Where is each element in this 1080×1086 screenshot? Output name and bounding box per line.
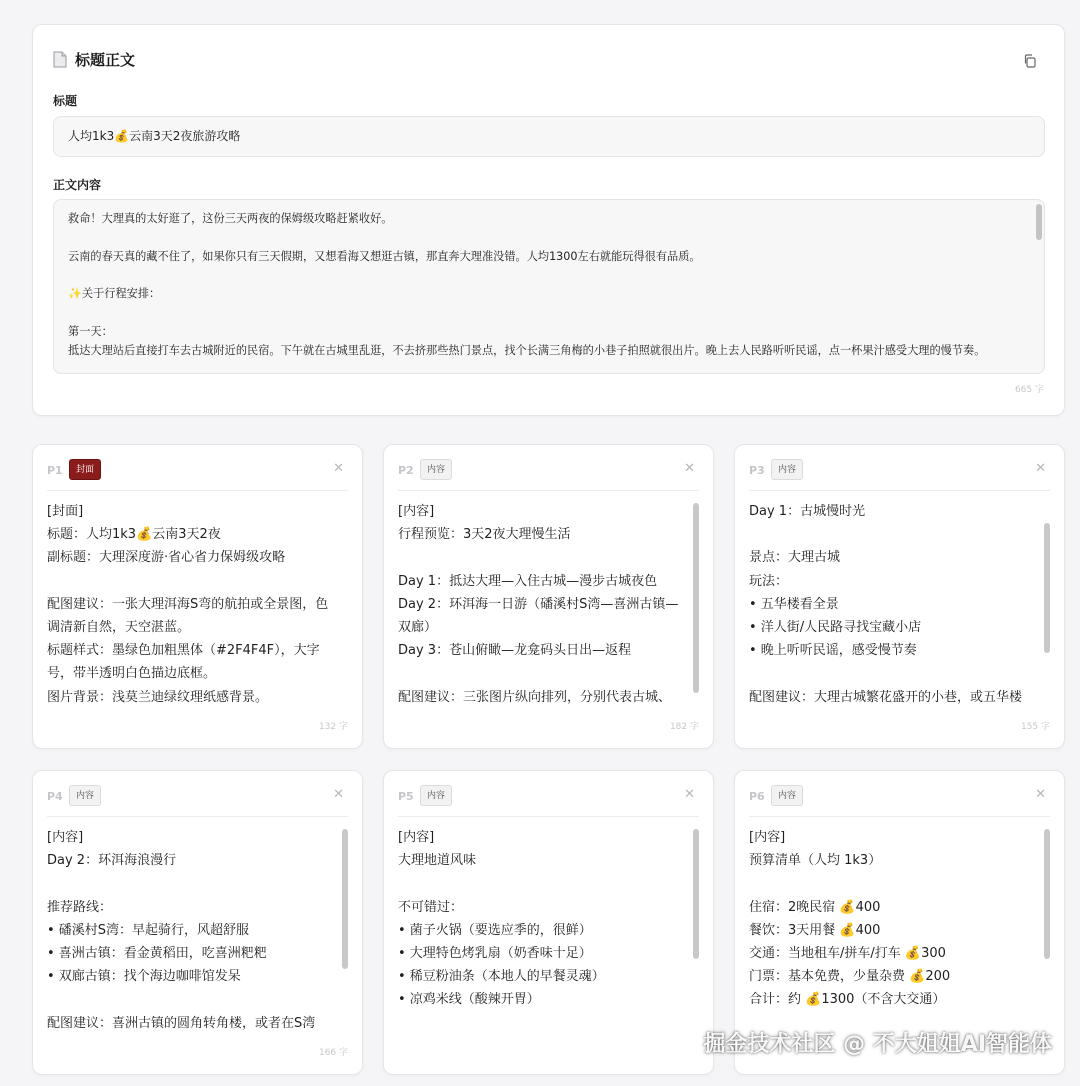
- page-type-badge: 内容: [771, 785, 803, 806]
- panel-header: [53, 49, 135, 70]
- page-line: 副标题：大理深度游·省心省力保姆级攻略: [47, 550, 286, 566]
- page-content[interactable]: [398, 500, 690, 717]
- page-type-badge: 封面: [69, 459, 101, 480]
- copy-icon[interactable]: [1022, 53, 1038, 69]
- page-line: 配图建议：喜洲古镇的圆角转角楼，或者在S湾: [47, 1015, 316, 1031]
- page-card-4[interactable]: [32, 770, 363, 1075]
- content-line: [68, 266, 1014, 285]
- page-number: P3: [749, 464, 765, 477]
- page-line: 住宿：2晚民宿 💰400: [749, 899, 881, 915]
- page-line: [47, 872, 339, 895]
- page-char-count: 155 字: [1020, 722, 1050, 732]
- page-line: Day 1：抵达大理—入住古城—漫步古城夜色: [398, 573, 658, 589]
- content-char-count: 665 字: [1014, 385, 1044, 395]
- panel-title: 标题正文: [75, 51, 136, 69]
- page-line: • 凉鸡米线（酸辣开胃）: [398, 992, 540, 1008]
- page-scrollbar[interactable]: [1044, 503, 1050, 715]
- page-line: 大理地道风味: [398, 853, 477, 869]
- page-line: [749, 523, 1041, 546]
- page-line: • 磻溪村S湾：早起骑行，风超舒服: [47, 922, 250, 938]
- page-line: [749, 872, 1041, 895]
- content-line: 第一天：: [68, 324, 113, 338]
- page-line: [内容]: [47, 830, 84, 845]
- title-field-label: 标题: [53, 94, 78, 108]
- scrollbar-thumb[interactable]: [1044, 523, 1050, 653]
- content-line: 云南的春天真的藏不住了，如果你只有三天假期，又想看海又想逛古镇，那直奔大理准没错。人均1300左右就能玩得很有品质。: [68, 249, 701, 263]
- scrollbar-thumb[interactable]: [693, 503, 699, 693]
- content-line: 抵达大理站后直接打车去古城附近的民宿。下午就在古城里乱逛，不去挤那些热门景点，找个长满三角梅的小巷子拍照就很出片。晚上去人民路听听民谣，点一杯果汁感受大理的慢节奏。: [68, 343, 986, 357]
- scrollbar-thumb[interactable]: [1044, 829, 1050, 959]
- page-line: • 五华楼看全景: [749, 596, 839, 612]
- page-content[interactable]: [749, 826, 1041, 1043]
- content-line: 救命！大理真的太好逛了，这份三天两夜的保姆级攻略赶紧收好。: [68, 212, 393, 225]
- page-line: [47, 570, 339, 593]
- page-line: • 双廊古镇：找个海边咖啡馆发呆: [47, 969, 241, 985]
- page-line: [749, 662, 1041, 685]
- page-line: [内容]: [398, 504, 435, 519]
- watermark: 掘金技术社区 @ 不大姐姐AI智能体: [703, 1032, 1052, 1057]
- page-scrollbar[interactable]: [1044, 829, 1050, 1041]
- page-line: 配图建议：三张图片纵向排列，分别代表古城、: [398, 689, 672, 705]
- page-content[interactable]: [398, 826, 690, 1043]
- page-card-2[interactable]: [383, 444, 714, 749]
- page-number: P6: [749, 790, 765, 803]
- page-line: Day 3：苍山俯瞰—龙龛码头日出—返程: [398, 643, 632, 659]
- page-content[interactable]: [749, 500, 1041, 717]
- title-input[interactable]: 人均1k3💰云南3天2夜旅游攻略: [53, 116, 1045, 157]
- page-line: • 喜洲古镇：看金黄稻田，吃喜洲粑粑: [47, 946, 267, 962]
- content-field-label: 正文内容: [53, 178, 102, 192]
- page-char-count: 132 字: [318, 722, 348, 732]
- page-line: Day 2：环洱海一日游（磻溪村S湾—喜洲古镇—双廊）: [398, 596, 679, 636]
- page-char-count: 166 字: [318, 1048, 348, 1058]
- content-line: ✨关于行程安排：: [68, 287, 161, 301]
- title-body-panel: [32, 24, 1065, 416]
- page-line: Day 2：环洱海浪漫行: [47, 853, 177, 869]
- page-content[interactable]: [47, 826, 339, 1043]
- close-icon[interactable]: ✕: [333, 461, 344, 476]
- page-line: [内容]: [398, 830, 435, 845]
- page-line: • 洋人街/人民路寻找宝藏小店: [749, 620, 922, 636]
- page-line: 景点：大理古城: [749, 550, 841, 566]
- page-number: P5: [398, 790, 414, 803]
- page-line: 餐饮：3天用餐 💰400: [749, 922, 881, 938]
- page-line: 标题：人均1k3💰云南3天2夜: [47, 527, 221, 543]
- page-type-badge: 内容: [771, 459, 803, 480]
- page-char-count: 182 字: [669, 722, 699, 732]
- page-scrollbar[interactable]: [693, 829, 699, 1041]
- page-line: [内容]: [749, 830, 786, 845]
- page-line: 预算清单（人均 1k3）: [749, 853, 882, 869]
- page-line: 门票：基本免费，少量杂费 💰200: [749, 969, 951, 985]
- page-line: [398, 872, 690, 895]
- page-line: 玩法：: [749, 573, 789, 589]
- page-line: 交通：当地租车/拼车/打车 💰300: [749, 946, 946, 962]
- page-line: 配图建议：一张大理洱海S弯的航拍或全景图，色调清新自然，天空湛蓝。: [47, 596, 329, 636]
- page-card-1[interactable]: [32, 444, 363, 749]
- page-line: 推荐路线：: [47, 899, 113, 915]
- page-line: • 菌子火锅（要选应季的，很鲜）: [398, 922, 592, 938]
- page-line: 配图建议：大理古城繁花盛开的小巷，或五华楼: [749, 689, 1023, 705]
- page-line: [398, 546, 690, 569]
- content-textarea[interactable]: [53, 199, 1045, 374]
- document-icon: [53, 51, 67, 68]
- content-line: [68, 229, 1014, 248]
- page-line: • 稀豆粉油条（本地人的早餐灵魂）: [398, 969, 605, 985]
- page-type-badge: 内容: [420, 459, 452, 480]
- page-card-5[interactable]: [383, 770, 714, 1075]
- page-number: P1: [47, 464, 63, 477]
- page-line: 标题样式：墨绿色加粗黑体（#2F4F4F），大字号，带半透明白色描边底框。: [47, 643, 320, 682]
- scrollbar-thumb[interactable]: [1036, 204, 1042, 240]
- page-line: Day 1：古城慢时光: [749, 504, 866, 519]
- content-scrollbar[interactable]: [1036, 204, 1042, 369]
- page-line: 图片背景：浅莫兰迪绿纹理纸感背景。: [47, 689, 269, 705]
- close-icon[interactable]: ✕: [684, 461, 695, 476]
- close-icon[interactable]: ✕: [684, 787, 695, 802]
- page-line: [398, 662, 690, 685]
- page-line: • 大理特色烤乳扇（奶香味十足）: [398, 946, 592, 962]
- page-content[interactable]: [47, 500, 339, 717]
- page-type-badge: 内容: [69, 785, 101, 806]
- page-line: [47, 988, 339, 1011]
- page-card-3[interactable]: [734, 444, 1065, 749]
- page-line: • 晚上听听民谣，感受慢节奏: [749, 643, 917, 659]
- page-line: 合计：约 💰1300（不含大交通）: [749, 992, 946, 1008]
- close-icon[interactable]: ✕: [1035, 461, 1046, 476]
- close-icon[interactable]: ✕: [1035, 787, 1046, 802]
- page-number: P4: [47, 790, 63, 803]
- page-number: P2: [398, 464, 414, 477]
- page-scrollbar[interactable]: [342, 829, 348, 1041]
- scrollbar-thumb[interactable]: [342, 829, 348, 969]
- page-line: 行程预览：3天2夜大理慢生活: [398, 527, 571, 543]
- page-line: 不可错过：: [398, 899, 464, 915]
- page-type-badge: 内容: [420, 785, 452, 806]
- page-line: [封面]: [47, 504, 84, 519]
- content-line: [68, 304, 1014, 323]
- close-icon[interactable]: ✕: [333, 787, 344, 802]
- scrollbar-thumb[interactable]: [693, 829, 699, 959]
- page-scrollbar[interactable]: [693, 503, 699, 715]
